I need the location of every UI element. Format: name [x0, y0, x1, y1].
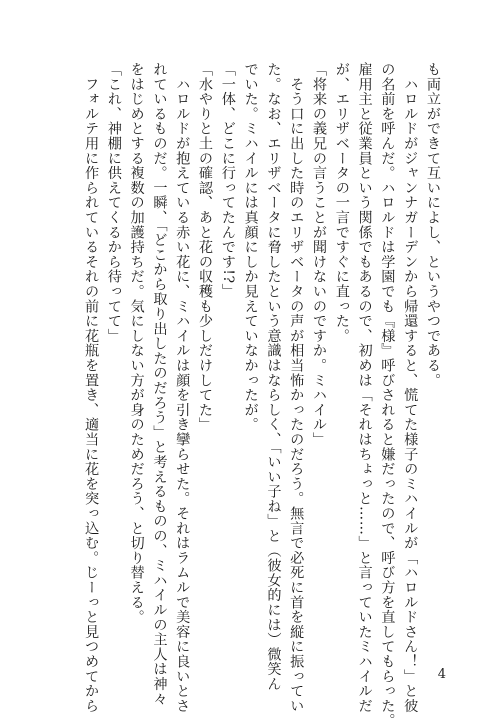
text-line: 「水やりと土の確認、あと花の収穫も少しだけしてた」: [197, 62, 214, 432]
text-line: れているものだ。一瞬、「どこから取り出したのだろう」と考えるものの、ミハイルの主人は神々: [151, 62, 168, 707]
text-line: の名前を呼んだ。ハロルドは学園でも『様』呼びされると嫌だったので、呼び方を直してもらった。: [379, 62, 396, 728]
text-line: 「一体、どこに行ってたんです!?」: [219, 62, 236, 299]
page-number: 4: [437, 667, 446, 682]
text-line: 「これ、神棚に供えてくるから待ってて」: [105, 62, 122, 344]
text-line: た。なお、エリザベータに脅したという意識はならしく、「いい子ね」と（彼女的には）微笑ん: [265, 62, 282, 692]
text-line: 「将来の義兄の言うことが聞けないのですか。ミハイル」: [311, 62, 328, 447]
text-line: フォルテ用に作られているそれの前に花瓶を置き、適当に花を突っ込む。じーっと見つめてから: [83, 62, 100, 714]
text-line: でいた。ミハイルには真顔にしか見えていなかったが。: [242, 62, 259, 432]
text-line: ハロルドがジャンナガーデンから帰還すると、慌てた様子のミハイルが「ハロルドさん！」と彼: [402, 62, 419, 714]
text-line: も両立ができて互いによし、というやつである。: [425, 62, 441, 388]
text-line: ハロルドが抱えている赤い花に、ミハイルは顔を引き攣らせた。それはラムルで美容に良いとさ: [174, 62, 191, 714]
text-line: そう口に出した時のエリザベータの声が相当怖かったのだろう。無言で必死に首を縦に振ってい: [288, 62, 305, 714]
body-text: [79, 62, 444, 728]
text-line: 雇用主と従業員という関係でもあるので、初めは「それはちょっと……」と言っていたミハイルだ: [356, 62, 373, 714]
text-line: が、エリザベータの一言ですぐに直った。: [333, 62, 350, 344]
text-line: をはじめとする複数の加護持ちだ。気にしない方が身のためだろう、と切り替える。: [128, 62, 145, 625]
